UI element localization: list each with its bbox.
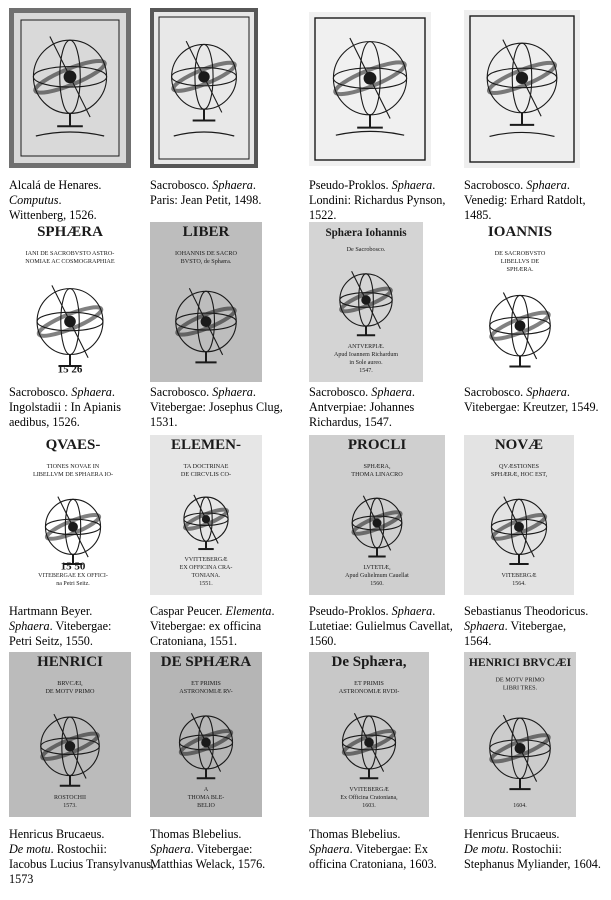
imprint-text: BELIO <box>197 803 215 809</box>
caption-title: Computus <box>9 193 59 207</box>
year-text: 15 26 <box>57 363 83 376</box>
plate-caption: Sebastianus Theodoricus. Sphaera. Vitebergae, 1564. <box>464 604 611 649</box>
imprint-text: Ex Officina Cratoniana, <box>340 795 398 801</box>
title-page-sphere <box>309 435 445 595</box>
plate-image <box>464 10 580 168</box>
title-page-text: IOHANNIS DE SACRO <box>175 250 237 257</box>
caption-imprint: Wittenberg, 1526. <box>9 208 97 222</box>
plate-image <box>9 435 137 595</box>
title-page-sphere <box>464 652 576 817</box>
caption-imprint: Petri Seitz, 1550. <box>9 634 93 648</box>
title-page-text: LIBRI TRES. <box>502 684 538 692</box>
plate-image <box>150 652 262 817</box>
caption-imprint: Venedig: Erhard Ratdolt, 1485. <box>464 193 586 222</box>
title-page-sphere <box>150 222 262 382</box>
imprint-text: Apud Ioannem Richardum <box>334 352 398 358</box>
title-page-text: Sphæra Iohannis <box>325 227 407 239</box>
armillary-sphere-woodcut <box>150 8 258 168</box>
title-page-text: BRVCÆI, <box>57 680 83 687</box>
plate-caption: Sacrobosco. Sphaera. Venedig: Erhard Ratdolt, 1485. <box>464 178 611 223</box>
title-page-text: LIBELLVS DE <box>500 258 540 265</box>
caption-imprint: Lutetiae: Gulielmus Cavellat, 1560. <box>309 619 453 648</box>
imprint-text: 1573. <box>63 803 77 809</box>
title-page-text: TA DOCTRINAE <box>183 463 229 470</box>
plate-image <box>309 222 423 382</box>
caption-title: Sphaera <box>309 842 350 856</box>
title-page-text: DE MOTV PRIMO <box>495 676 545 684</box>
title-page-text: DE CIRCVLIS CO- <box>180 471 232 478</box>
caption-title: Sphaera <box>391 604 433 618</box>
imprint-text: VITEBERGÆ <box>501 573 537 579</box>
title-page-sphere <box>9 652 131 817</box>
caption-title: De motu <box>9 842 51 856</box>
plate-image <box>309 652 429 817</box>
caption-imprint: Paris: Jean Petit, 1498. <box>150 193 262 207</box>
title-page-text: IOANNIS <box>487 224 553 240</box>
imprint-text: ANTVERPIÆ. <box>347 344 385 350</box>
armillary-sphere-woodcut <box>9 8 131 168</box>
caption-title: Sphaera <box>150 842 191 856</box>
plate-image <box>309 435 445 595</box>
imprint-text: VVITTEBERGÆ <box>184 557 228 563</box>
page-background <box>464 10 580 168</box>
title-page-text: LIBELLVM DE SPHAERA IO- <box>32 471 114 478</box>
imprint-text: THOMA BLE- <box>187 795 225 801</box>
caption-title: Sphaera <box>464 619 505 633</box>
plate-caption: Sacrobosco. Sphaera. Vitebergae: Josephus Clug, 1531. <box>150 385 300 430</box>
caption-imprint: officina Cratoniana, 1603. <box>309 857 437 871</box>
imprint-text: LVTETIÆ, <box>363 565 391 571</box>
imprint-text: 1564. <box>512 581 526 587</box>
plate-caption: Sacrobosco. Sphaera. Ingolstadii : In Apianis aedibus, 1526. <box>9 385 159 430</box>
title-page-text: De Sphæra, <box>331 654 407 670</box>
title-page-text: QVAES- <box>45 437 101 453</box>
plate-caption: Hartmann Beyer. Sphaera. Vitebergae: Petri Seitz, 1550. <box>9 604 159 649</box>
plate-caption: Henricus Brucaeus. De motu. Rostochii: Iacobus Lucius Transylvanus, 1573 <box>9 827 159 887</box>
caption-imprint: Vitebergae: Kreutzer, 1549. <box>464 400 599 414</box>
title-page-sphere <box>464 222 576 382</box>
caption-title: De motu <box>464 842 506 856</box>
caption-title: Sphaera <box>526 385 567 399</box>
caption-imprint: Matthias Welack, 1576. <box>150 857 266 871</box>
title-page-text: THOMA LINACRO <box>351 471 403 478</box>
title-page-sphere <box>309 222 423 382</box>
plate-image <box>150 222 262 382</box>
page-background <box>150 8 258 168</box>
plate-image <box>9 222 131 382</box>
title-page-sphere <box>9 435 137 595</box>
page-background <box>9 8 131 168</box>
imprint-text: ROSTOCHII <box>54 795 86 801</box>
title-page-text: NOVÆ <box>494 437 544 453</box>
plate-caption: Thomas Blebelius. Sphaera. Vitebergae: Matthias Welack, 1576. <box>150 827 300 872</box>
title-page-text: LIBER <box>182 224 230 240</box>
imprint-text: TONIANA. <box>191 573 221 579</box>
title-page-text: SPHÆRÆ, HOC EST, <box>490 471 548 478</box>
page-background <box>464 435 574 595</box>
imprint-text: na Petri Seitz. <box>56 581 90 587</box>
page-background <box>309 435 445 595</box>
title-page-text: SPHÆRA <box>37 224 103 240</box>
caption-imprint: Londini: Richardus Pynson, 1522. <box>309 193 446 222</box>
imprint-text: EX OFFICINA CRA- <box>179 565 233 571</box>
title-page-text: PROCLI <box>347 437 407 453</box>
armillary-sphere-woodcut <box>309 12 431 166</box>
page-background <box>9 652 131 817</box>
plate-image <box>464 652 576 817</box>
title-page-sphere <box>150 435 262 595</box>
caption-title: Elementa <box>225 604 272 618</box>
title-page-text: ASTRONOMIÆ RV- <box>179 688 233 695</box>
title-page-sphere <box>464 435 574 595</box>
plate-caption: Caspar Peucer. Elementa. Vitebergae: ex officina Cratoniana, 1551. <box>150 604 300 649</box>
plate-caption: Thomas Blebelius. Sphaera. Vitebergae: Ex officina Cratoniana, 1603. <box>309 827 459 872</box>
title-page-text: DE SACROBVSTO <box>494 250 546 257</box>
caption-imprint: Antverpiae: Johannes Richardus, 1547. <box>309 400 415 429</box>
caption-imprint: Vitebergae: ex officina Cratoniana, 1551. <box>150 619 262 648</box>
imprint-text: 1547. <box>359 368 373 374</box>
caption-imprint: Ingolstadii : In Apianis aedibus, 1526. <box>9 400 122 429</box>
caption-place: Alcalá de Henares. <box>9 178 102 192</box>
caption-title: Sphaera <box>212 385 253 399</box>
caption-imprint: Vitebergae: Josephus Clug, 1531. <box>150 400 283 429</box>
caption-imprint: Iacobus Lucius Transylvanus, 1573 <box>9 857 155 886</box>
title-page-text: ET PRIMIS <box>191 680 221 687</box>
title-page-text: SPHÆRA. <box>506 266 534 273</box>
caption-title: Sphaera <box>71 385 112 399</box>
caption-title: Sphaera <box>526 178 567 192</box>
plate-image <box>464 435 574 595</box>
plate-image <box>150 8 258 168</box>
plate-caption: Pseudo-Proklos. Sphaera. Lutetiae: Gulielmus Cavellat, 1560. <box>309 604 459 649</box>
title-page-sphere <box>150 652 262 817</box>
plate-caption: Alcalá de Henares. Computus. Wittenberg, 1526. <box>9 178 159 223</box>
imprint-text: A <box>203 787 209 793</box>
title-page-text: ASTRONOMIÆ RVDI- <box>338 688 400 695</box>
imprint-text: 1604. <box>513 803 527 809</box>
imprint-text: in Sole aureo. <box>349 360 383 366</box>
caption-title: Sphaera <box>391 178 433 192</box>
title-page-text: IANI DE SACROBVSTO ASTRO- <box>25 250 115 257</box>
title-page-text: DE MOTV PRIMO <box>45 688 95 695</box>
plate-caption: Sacrobosco. Sphaera. Paris: Jean Petit, 1498. <box>150 178 300 208</box>
caption-title: Sphaera <box>9 619 50 633</box>
title-page-text: BVSTO, de Sphæra. <box>180 258 232 265</box>
title-page-text: ET PRIMIS <box>354 680 384 687</box>
plate-caption: Pseudo-Proklos. Sphaera. Londini: Richardus Pynson, 1522. <box>309 178 459 223</box>
year-text: 15 50 <box>60 560 86 573</box>
title-page-sphere <box>9 222 131 382</box>
imprint-text: Apud Gulielmum Cauellat <box>345 573 409 579</box>
title-page-text: DE SPHÆRA <box>160 654 252 670</box>
armillary-sphere-woodcut <box>464 10 580 168</box>
caption-imprint: Stephanus Myliander, 1604. <box>464 857 601 871</box>
imprint-text: VITEBERGAE EX OFFICI- <box>38 573 108 579</box>
plate-image <box>150 435 262 595</box>
imprint-text: 1603. <box>362 803 376 809</box>
plate-caption: Sacrobosco. Sphaera. Vitebergae: Kreutzer, 1549. <box>464 385 611 415</box>
plate-image <box>464 222 576 382</box>
caption-title: Sphaera <box>212 178 253 192</box>
plate-caption: Henricus Brucaeus. De motu. Rostochii: Stephanus Myliander, 1604. <box>464 827 611 872</box>
title-page-text: De Sacrobosco. <box>346 246 386 254</box>
title-page-text: SPHÆRA, <box>363 463 391 470</box>
imprint-text: 1560. <box>370 581 384 587</box>
title-page-text: ELEMEN- <box>170 437 242 453</box>
imprint-text: VVITEBERGÆ <box>349 787 389 793</box>
plate-caption: Sacrobosco. Sphaera. Antverpiae: Johannes Richardus, 1547. <box>309 385 459 430</box>
title-page-text: HENRICI BRVCÆI <box>468 656 572 669</box>
title-page-text: HENRICI <box>37 654 103 670</box>
title-page-text: TIONES NOVAE IN <box>46 463 100 470</box>
plate-image <box>9 8 131 168</box>
imprint-text: 1551. <box>199 581 213 587</box>
plate-image <box>9 652 131 817</box>
title-page-text: QVÆSTIONES <box>499 463 539 470</box>
caption-title: Sphaera <box>371 385 412 399</box>
caption-imprint: 1564. <box>464 634 492 648</box>
plate-image <box>309 12 431 166</box>
title-page-text: NOMIAE AC COSMOGRAPHIAE <box>25 258 115 265</box>
title-page-sphere <box>309 652 429 817</box>
